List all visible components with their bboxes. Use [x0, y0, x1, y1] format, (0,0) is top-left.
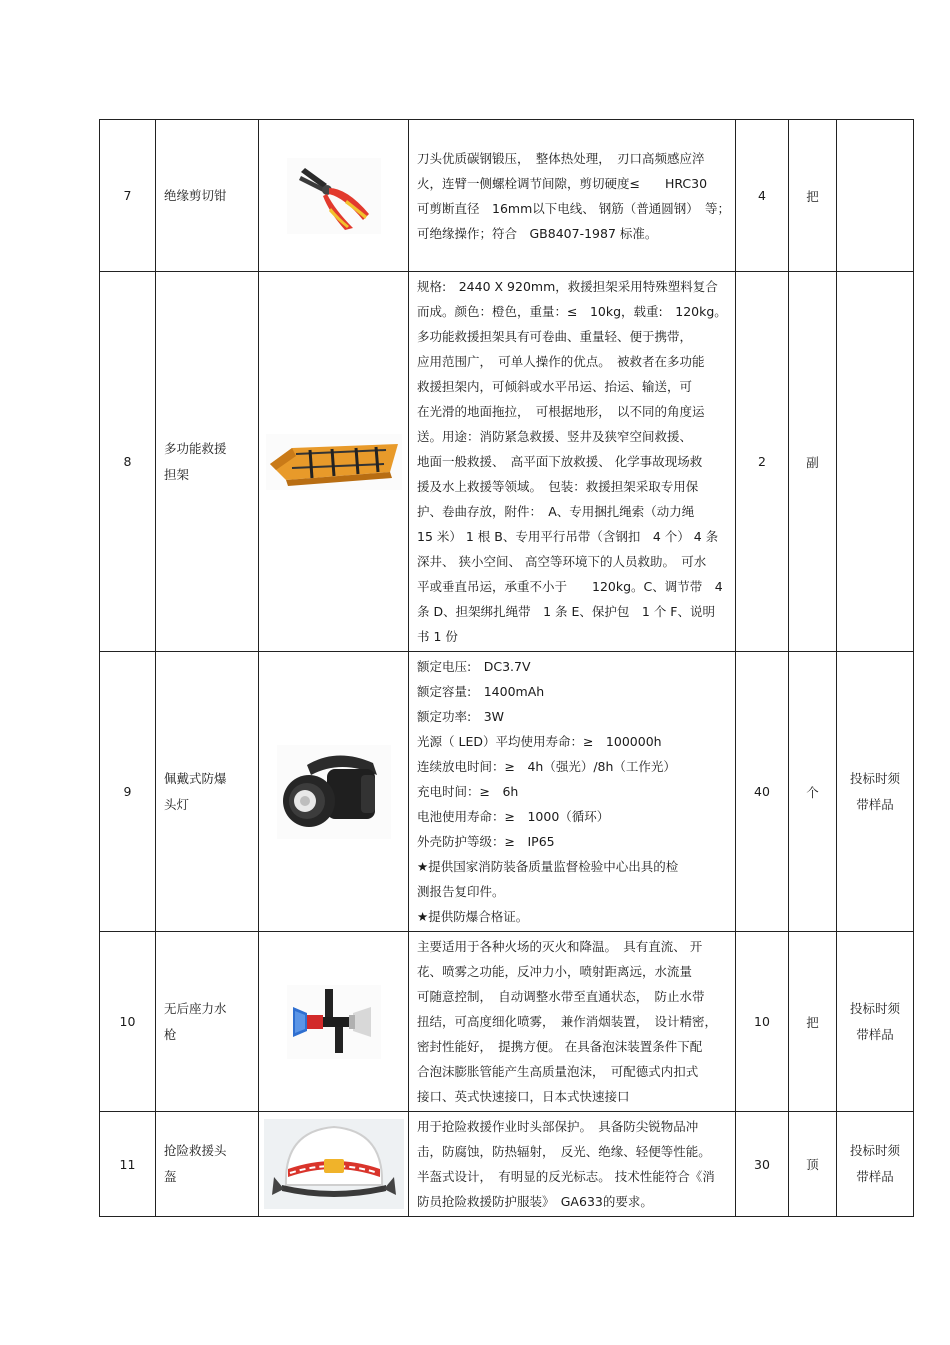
- rescue-stretcher-icon: [266, 434, 402, 490]
- item-unit: 把: [789, 932, 837, 1112]
- item-image-cell: [259, 652, 409, 932]
- item-description: 主要适用于各种火场的灭火和降温。 具有直流、 开 花、喷雾之功能，反冲力小，喷射距离远，水流量 可随意控制， 自动调整水带至直通状态， 防止水带 扭结，可高度细化喷雾， 兼作消烟装置， 设计精密， 密封性能好， 提携方便。 在具备泡沫装置条件下配 合泡沫膨胀管能产生高质量泡沫， 可配德式内扣式 接口、英式快速接口，日本式快速接口: [409, 932, 736, 1112]
- item-image-cell: [259, 272, 409, 652]
- item-description: 用于抢险救援作业时头部保护。 具备防尖锐物品冲 击，防腐蚀，防热辐射， 反光、绝缘、轻便等性能。 半盔式设计， 有明显的反光标志。 技术性能符合《消 防员抢险救援防护服装》 GA633的要求。: [409, 1112, 736, 1217]
- item-number: 7: [100, 120, 156, 272]
- table-row: [100, 120, 914, 272]
- item-quantity: 2: [736, 272, 789, 652]
- item-note: [837, 120, 914, 272]
- item-unit: 把: [789, 120, 837, 272]
- table-row: [100, 652, 914, 932]
- item-quantity: 40: [736, 652, 789, 932]
- table-row: [100, 272, 914, 652]
- item-quantity: 10: [736, 932, 789, 1112]
- item-number: 9: [100, 652, 156, 932]
- item-description: 规格: 2440 X 920mm，救援担架采用特殊塑料复合 而成。颜色：橙色，重量：≤ 10kg，载重: 120kg。 多功能救援担架具有可卷曲、重量轻、便于携带， 应用范围广， 可单人操作的优点。 被救者在多功能 救援担架内，可倾斜或水平吊运、抬运、输送，可 在光滑的地面拖拉， 可根据地形， 以不同的角度运 送。用途：消防紧急救援、竖井及狭窄空间救援、 地面一般救援、 高平面下放救援、 化学事故现场救 援及水上救援等领域。 包装：救援担架采取专用保 护、卷曲存放，附件： A、专用捆扎绳索（动力绳 15 米） 1 根 B、专用平行吊带（含钢扣 4 个） 4 条 深井、 狭小空间、 高空等环境下的人员救助。 可水 平或垂直吊运，承重不小于 120kg。C、调节带 4 条 D、担架绑扎绳带 1 条 E、保护包 1 个 F、说明 书 1 份: [409, 272, 736, 652]
- item-unit: 顶: [789, 1112, 837, 1217]
- item-description: 额定电压: DC3.7V 额定容量: 1400mAh 额定功率: 3W 光源（ LED）平均使用寿命：≥ 100000h 连续放电时间：≥ 4h（强光）/8h（工作光） 充电时间：≥ 6h 电池使用寿命：≥ 1000（循环） 外壳防护等级：≥ IP65 ★提供国家消防装备质量监督检验中心出具的检 测报告复印件。 ★提供防爆合格证。: [409, 652, 736, 932]
- item-note: 投标时须 带样品: [837, 652, 914, 932]
- item-name: 多功能救援 担架: [156, 272, 259, 652]
- item-number: 10: [100, 932, 156, 1112]
- item-name: 绝缘剪切钳: [156, 120, 259, 272]
- explosion-proof-headlamp-icon: [277, 745, 391, 839]
- item-image-cell: [259, 120, 409, 272]
- table-row: [100, 932, 914, 1112]
- item-quantity: 30: [736, 1112, 789, 1217]
- equipment-spec-table: [99, 119, 914, 1217]
- item-number: 11: [100, 1112, 156, 1217]
- recoilless-water-gun-icon: [287, 985, 381, 1059]
- item-note: 投标时须 带样品: [837, 1112, 914, 1217]
- item-image-cell: [259, 932, 409, 1112]
- item-unit: 个: [789, 652, 837, 932]
- item-name: 无后座力水 枪: [156, 932, 259, 1112]
- item-name: 佩戴式防爆 头灯: [156, 652, 259, 932]
- item-number: 8: [100, 272, 156, 652]
- item-image-cell: [259, 1112, 409, 1217]
- item-description: 刀头优质碳钢锻压， 整体热处理， 刃口高频感应淬 火，连臂一侧螺栓调节间隙，剪切硬度≤ HRC30 可剪断直径 16mm以下电线、 钢筋（普通圆钢） 等； 可绝缘操作；符合 GB8407-1987 标准。: [409, 120, 736, 272]
- item-quantity: 4: [736, 120, 789, 272]
- insulated-cable-cutter-icon: [287, 158, 381, 234]
- item-note: [837, 272, 914, 652]
- item-name: 抢险救援头 盔: [156, 1112, 259, 1217]
- item-unit: 副: [789, 272, 837, 652]
- rescue-helmet-icon: [264, 1119, 404, 1209]
- item-note: 投标时须 带样品: [837, 932, 914, 1112]
- table-row: [100, 1112, 914, 1217]
